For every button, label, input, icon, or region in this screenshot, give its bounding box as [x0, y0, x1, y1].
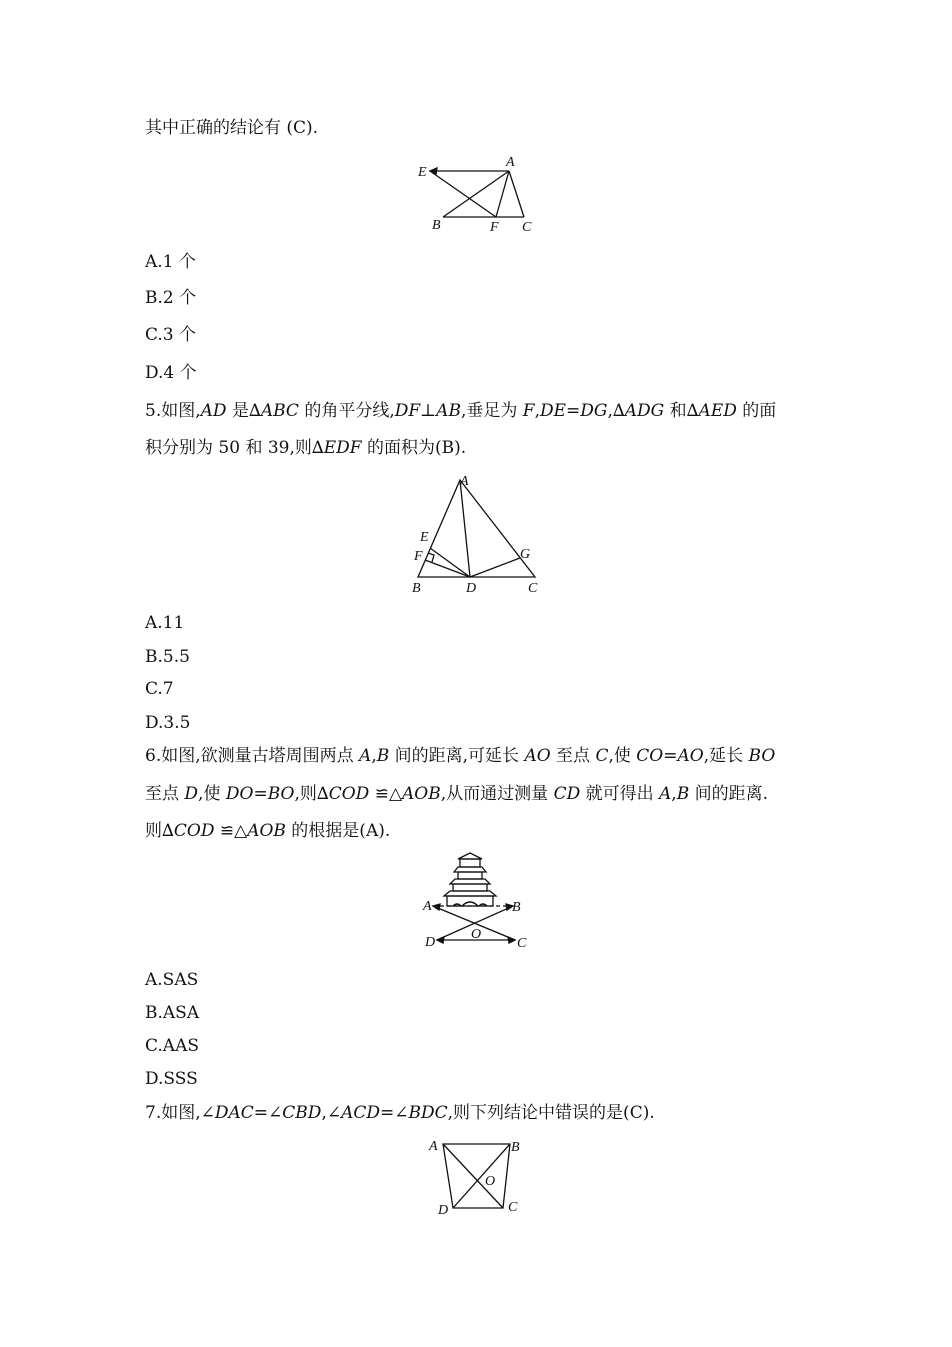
- q6-label-a: A: [423, 899, 432, 914]
- q5-option-a: A.11: [145, 613, 185, 633]
- q4-option-c: C.3 个: [145, 325, 197, 345]
- q4-option-a: A.1 个: [145, 252, 196, 272]
- q7-figure-lines: [443, 1144, 510, 1208]
- q7-line1: 7.如图,∠DAC=∠CBD,∠ACD=∠BDC,则下列结论中错误的是(C).: [145, 1103, 655, 1123]
- q6-option-c: C.AAS: [145, 1036, 200, 1056]
- q4-label-c: C: [522, 220, 532, 235]
- q5-label-g: G: [520, 547, 531, 562]
- q4-label-a: A: [506, 155, 515, 170]
- q6-line2: 至点 D,使 DO=BO,则∆COD ≌△AOB,从而通过测量 CD 就可得出 A,B 间的距离.: [145, 784, 769, 804]
- q5-label-e: E: [420, 530, 429, 545]
- pagoda-icon: [444, 853, 496, 906]
- q6-figure: [415, 850, 545, 955]
- q4-figure-lines: [430, 168, 524, 217]
- q7-label-d: D: [438, 1203, 449, 1218]
- q4-label-f: F: [490, 220, 499, 235]
- q5-label-f: F: [414, 549, 423, 564]
- q6-line3: 则∆COD ≌△AOB 的根据是(A).: [145, 821, 391, 841]
- q5-label-b: B: [412, 581, 421, 596]
- q6-label-c: C: [517, 936, 527, 951]
- q5-line2: 积分别为 50 和 39,则∆EDF 的面积为(B).: [145, 438, 467, 458]
- q7-label-o: O: [485, 1174, 496, 1189]
- q6-label-o: O: [471, 927, 482, 942]
- q4-option-d: D.4 个: [145, 363, 197, 383]
- q7-label-c: C: [508, 1200, 518, 1215]
- q6-option-d: D.SSS: [145, 1069, 198, 1089]
- q4-label-e: E: [418, 165, 427, 180]
- q5-label-c: C: [528, 581, 538, 596]
- q6-option-b: B.ASA: [145, 1003, 200, 1023]
- q6-line1: 6.如图,欲测量古塔周围两点 A,B 间的距离,可延长 AO 至点 C,使 CO=AO,延长 BO: [145, 746, 776, 766]
- q6-option-a: A.SAS: [145, 970, 199, 990]
- q5-figure-lines: [418, 480, 535, 577]
- q5-line1: 5.如图,AD 是∆ABC 的角平分线,DF⊥AB,垂足为 F,DE=DG,∆ADG 和∆AED 的面: [145, 401, 777, 421]
- q6-label-b: B: [512, 900, 521, 915]
- q6-label-d: D: [425, 935, 436, 950]
- q5-figure: [400, 470, 550, 600]
- q5-label-d: D: [466, 581, 477, 596]
- q7-label-a: A: [429, 1139, 438, 1154]
- q7-figure: [420, 1133, 540, 1223]
- q5-option-b: B.5.5: [145, 647, 190, 667]
- q5-option-c: C.7: [145, 679, 174, 699]
- q7-label-b: B: [511, 1140, 520, 1155]
- q4-option-b: B.2 个: [145, 288, 197, 308]
- q4-label-b: B: [432, 218, 441, 233]
- q5-option-d: D.3.5: [145, 713, 191, 733]
- q5-label-a: A: [460, 474, 469, 489]
- q4-figure: [410, 150, 550, 240]
- q4-intro: 其中正确的结论有 (C).: [145, 118, 319, 138]
